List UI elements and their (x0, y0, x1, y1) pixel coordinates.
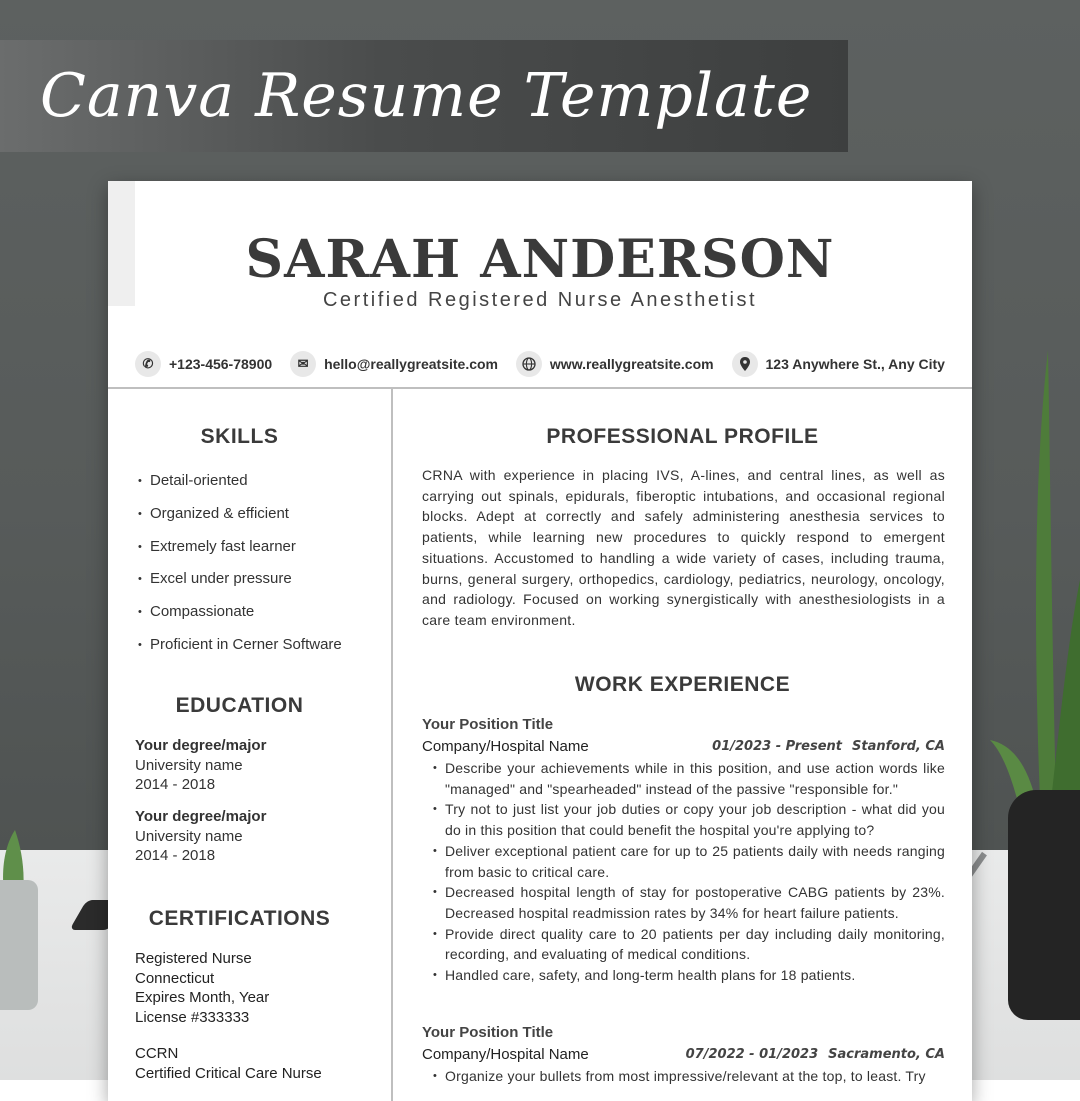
contact-address-text: 123 Anywhere St., Any City (765, 356, 945, 372)
skill-item: • Compassionate (138, 596, 342, 629)
location-pin-icon (732, 351, 758, 377)
certification-line: Connecticut (135, 969, 215, 987)
skill-item: • Extremely fast learner (138, 531, 342, 564)
resume-name: SARAH ANDERSON (245, 229, 835, 290)
job-bullet: • Decreased hospital length of stay for postoperative CABG patients by 23%. Decreased hospital readmission rates by 34% for heart failure patients. (422, 882, 945, 923)
contact-email (290, 351, 498, 377)
job-bullet: • Handled care, safety, and long-term health plans for 18 patients. (422, 965, 945, 986)
job-header-line (422, 1044, 945, 1066)
certification-line: CCRN (135, 1045, 179, 1062)
job-bullets (422, 758, 945, 986)
column-divider (391, 387, 393, 1101)
job-entry (422, 714, 945, 986)
job-header-line (422, 736, 945, 758)
education-entry (135, 807, 266, 866)
resume-subtitle: Certified Registered Nurse Anesthetist (322, 289, 758, 311)
job-meta (686, 1044, 945, 1066)
job-bullet: • Organize your bullets from most impressive/relevant at the top, to least. Try (422, 1066, 945, 1087)
contact-row (135, 349, 945, 379)
certifications-heading: CERTIFICATIONS (148, 907, 331, 930)
skill-item: • Proficient in Cerner Software (138, 629, 342, 662)
skill-item: • Detail-oriented (138, 465, 342, 498)
phone-icon: ✆ (135, 351, 161, 377)
plant-pot-right (1008, 790, 1080, 1020)
certification-entry (135, 1044, 322, 1083)
certification-line: Expires Month, Year (135, 989, 270, 1007)
skills-list (138, 465, 342, 662)
job-location: Stanford, CA (852, 739, 945, 754)
education-entry (135, 736, 266, 795)
resume-page (108, 181, 972, 1101)
education-school: University name (135, 827, 243, 845)
header-divider (108, 387, 972, 389)
job-dates: 01/2023 - Present (712, 739, 843, 754)
skill-item: • Organized & efficient (138, 498, 342, 531)
profile-text: CRNA with experience in placing IVS, A-lines, and central lines, as well as carrying out spinals, epidurals, fiberoptic intubations, and occasional regional blocks. Adept at correctly and safely administering anesthesia services to patients, while learning new procedures to quickly respond to emergent situations. Accustomed to handling a wide variety of cases, including trauma, burns, general surgery, orthopedics, cardiology, pediatrics, neurology, oncology, and radiology. Focused on working synergistically with anesthesiologists in a care team environment. (422, 467, 945, 628)
job-bullets (422, 1066, 945, 1087)
job-company: Company/Hospital Name (422, 738, 589, 755)
globe-icon (516, 351, 542, 377)
education-years: 2014 - 2018 (135, 847, 216, 864)
education-school: University name (135, 756, 243, 774)
contact-website-text: www.reallygreatsite.com (549, 356, 714, 372)
education-heading: EDUCATION (175, 694, 304, 717)
contact-phone (135, 351, 272, 377)
contact-phone-text: +123-456-78900 (169, 356, 273, 372)
work-heading: WORK EXPERIENCE (574, 673, 791, 696)
education-degree: Your degree/major (135, 808, 267, 825)
education-years: 2014 - 2018 (135, 776, 216, 793)
certification-line: Certified Critical Care Nurse (135, 1064, 322, 1082)
plant-pot-left (0, 880, 38, 1010)
job-company: Company/Hospital Name (422, 1046, 589, 1063)
job-bullet: • Deliver exceptional patient care for up to 25 patients daily with needs ranging from basic to critical care. (422, 841, 945, 882)
certification-line: License #333333 (135, 1008, 250, 1026)
contact-email-text: hello@reallygreatsite.com (324, 356, 499, 372)
education-degree: Your degree/major (135, 737, 267, 754)
job-position: Your Position Title (422, 1024, 554, 1041)
job-bullet: • Try not to just list your job duties or copy your job description - what did you do in this position that could benefit the hospital you're applying to? (422, 799, 945, 840)
job-meta (712, 736, 945, 758)
profile-heading: PROFESSIONAL PROFILE (546, 425, 819, 448)
certification-entry (135, 949, 269, 1027)
job-bullet: • Describe your achievements while in this position, and use action words like "managed" and "spearheaded" instead of the passive "responsible for." (422, 758, 945, 799)
title-banner (0, 40, 848, 152)
banner-title: Canva Resume Template (40, 61, 813, 131)
aloe-plant-image (990, 340, 1080, 860)
job-entry (422, 1022, 945, 1087)
contact-address (732, 351, 945, 377)
job-location: Sacramento, CA (828, 1047, 945, 1062)
certification-line: Registered Nurse (135, 950, 252, 967)
mail-icon: ✉ (290, 351, 316, 377)
job-bullet: • Provide direct quality care to 20 patients per day including daily monitoring, recording, and evaluating of medical conditions. (422, 924, 945, 965)
skill-item: • Excel under pressure (138, 563, 342, 596)
skills-heading: SKILLS (200, 425, 279, 448)
job-position: Your Position Title (422, 716, 554, 733)
job-dates: 07/2022 - 01/2023 (685, 1047, 819, 1062)
contact-website (516, 351, 714, 377)
